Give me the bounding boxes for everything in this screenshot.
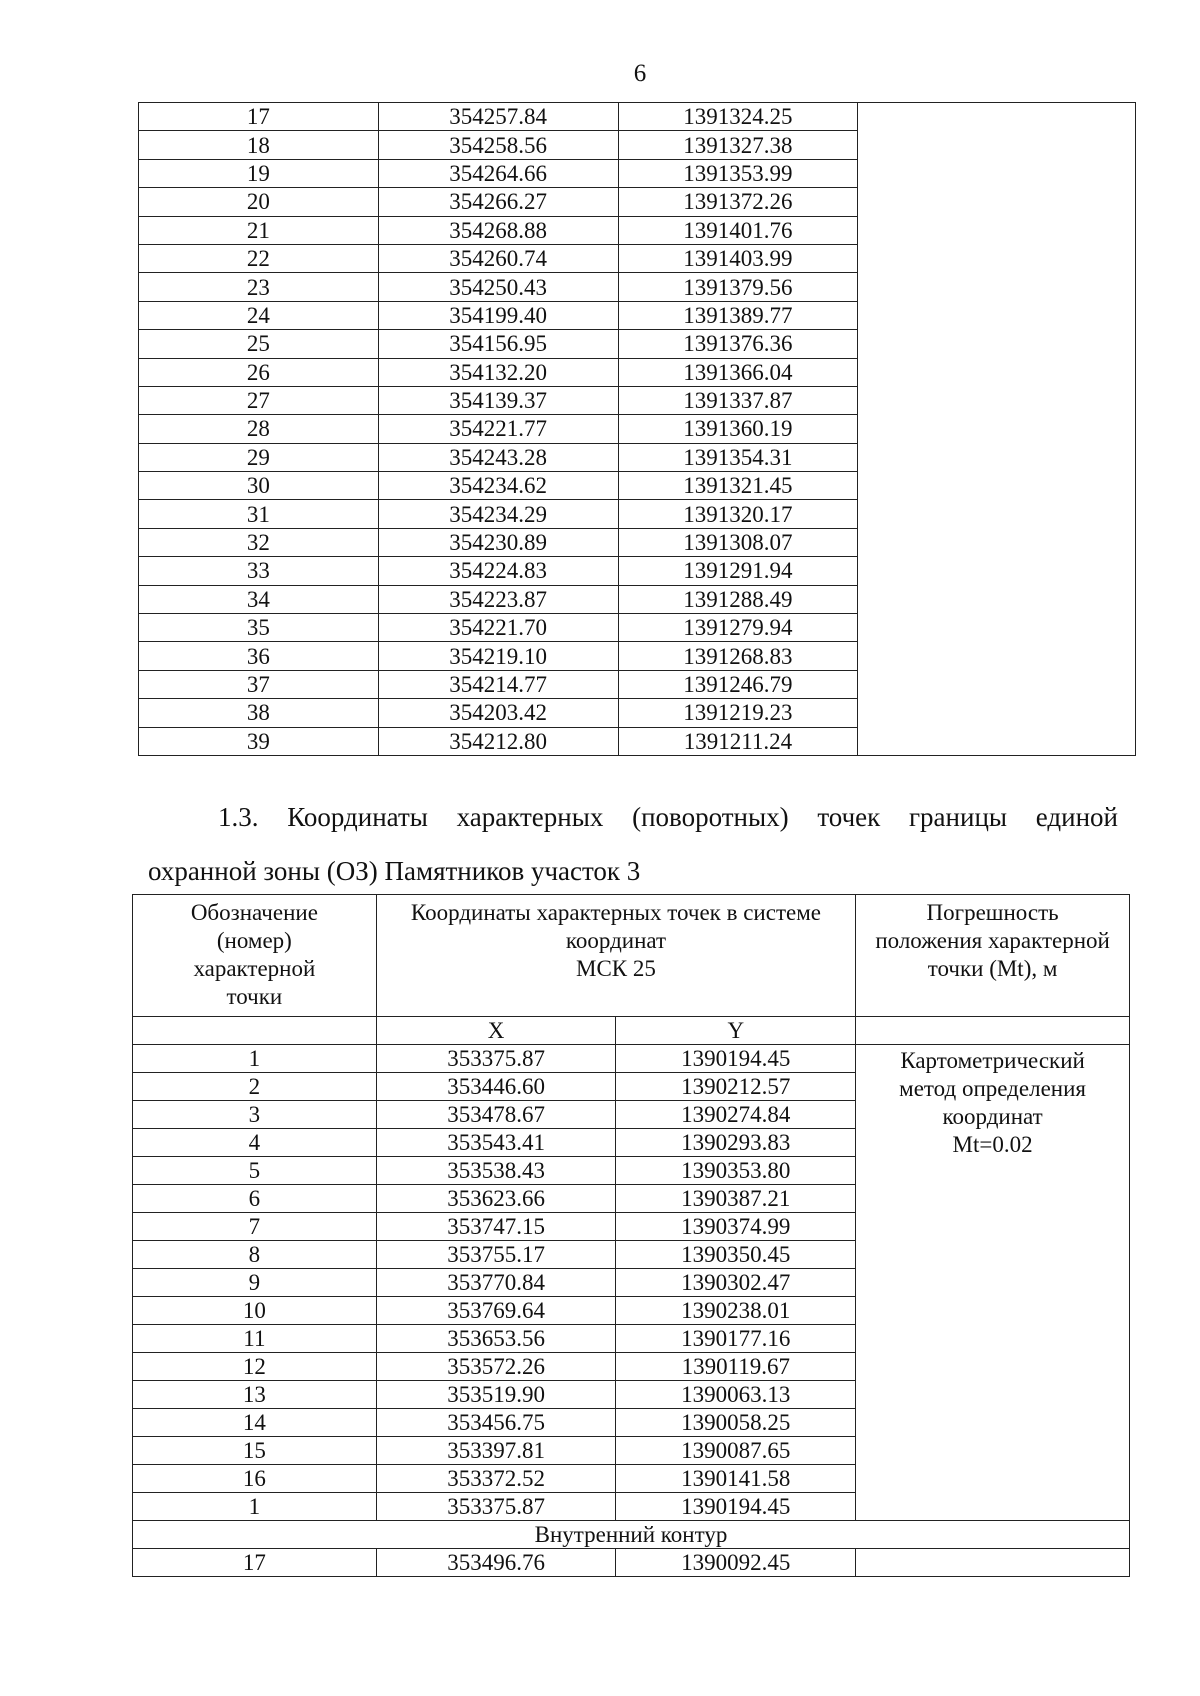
x-coordinate: 353496.76 — [376, 1549, 616, 1577]
header-line: Погрешность — [926, 900, 1059, 925]
page-number: 6 — [633, 60, 647, 87]
y-coordinate: 1390353.80 — [616, 1157, 856, 1185]
header-line: Обозначение — [190, 900, 318, 925]
header-coordinates — [376, 895, 855, 1017]
table-row — [133, 1549, 1130, 1577]
heading-word: (поворотных) — [632, 802, 789, 832]
x-coordinate: 354199.40 — [378, 301, 618, 329]
y-coordinate: 1391246.79 — [618, 670, 858, 698]
x-coordinate: 354223.87 — [378, 585, 618, 613]
point-number: 38 — [139, 699, 379, 727]
y-label: Y — [616, 1017, 856, 1045]
table-header-row — [133, 895, 1130, 1017]
x-coordinate: 354243.28 — [378, 443, 618, 471]
table-row — [133, 1045, 1130, 1073]
y-coordinate: 1390212.57 — [616, 1073, 856, 1101]
point-number: 23 — [139, 273, 379, 301]
section-heading — [148, 790, 1118, 898]
x-coordinate: 354156.95 — [378, 330, 618, 358]
point-number: 9 — [133, 1269, 377, 1297]
point-number: 13 — [133, 1381, 377, 1409]
y-coordinate: 1391308.07 — [618, 528, 858, 556]
x-coordinate: 354132.20 — [378, 358, 618, 386]
method-line: координат — [942, 1104, 1043, 1129]
heading-word: единой — [1035, 802, 1118, 832]
point-number: 20 — [139, 188, 379, 216]
x-coordinate: 353653.56 — [376, 1325, 616, 1353]
y-coordinate: 1390293.83 — [616, 1129, 856, 1157]
header-error — [856, 895, 1130, 1017]
x-coordinate: 353519.90 — [376, 1381, 616, 1409]
point-number: 33 — [139, 557, 379, 585]
x-coordinate: 354234.62 — [378, 472, 618, 500]
x-coordinate: 354214.77 — [378, 670, 618, 698]
x-coordinate: 354264.66 — [378, 159, 618, 187]
y-coordinate: 1391327.38 — [618, 131, 858, 159]
x-coordinate: 353755.17 — [376, 1241, 616, 1269]
coordinates-table-continued — [138, 102, 1136, 756]
point-number: 18 — [139, 131, 379, 159]
header-line: положения характерной — [875, 928, 1110, 953]
inner-contour-row — [133, 1521, 1130, 1549]
x-coordinate: 354230.89 — [378, 528, 618, 556]
y-coordinate: 1391354.31 — [618, 443, 858, 471]
y-coordinate: 1391353.99 — [618, 159, 858, 187]
x-coordinate: 353572.26 — [376, 1353, 616, 1381]
point-number: 12 — [133, 1353, 377, 1381]
point-number: 3 — [133, 1101, 377, 1129]
x-coordinate: 353456.75 — [376, 1409, 616, 1437]
point-number: 8 — [133, 1241, 377, 1269]
point-number: 21 — [139, 216, 379, 244]
x-coordinate: 353747.15 — [376, 1213, 616, 1241]
heading-word: характерных — [456, 802, 604, 832]
point-number: 28 — [139, 415, 379, 443]
y-coordinate: 1390238.01 — [616, 1297, 856, 1325]
x-coordinate: 354221.77 — [378, 415, 618, 443]
header-line: координат — [565, 928, 667, 953]
y-coordinate: 1391279.94 — [618, 614, 858, 642]
y-coordinate: 1390194.45 — [616, 1045, 856, 1073]
x-coordinate: 354221.70 — [378, 614, 618, 642]
y-coordinate: 1390302.47 — [616, 1269, 856, 1297]
axis-empty-cell — [133, 1017, 377, 1045]
method-line: Mt=0.02 — [952, 1132, 1033, 1157]
y-coordinate: 1391268.83 — [618, 642, 858, 670]
x-coordinate: 353543.41 — [376, 1129, 616, 1157]
heading-word: Координаты — [287, 802, 428, 832]
header-line: (номер) — [216, 928, 292, 953]
y-coordinate: 1390350.45 — [616, 1241, 856, 1269]
point-number: 30 — [139, 472, 379, 500]
x-coordinate: 354250.43 — [378, 273, 618, 301]
section-number: 1.3. — [218, 802, 259, 832]
axis-empty-cell — [856, 1017, 1130, 1045]
point-number: 25 — [139, 330, 379, 358]
point-number: 7 — [133, 1213, 377, 1241]
point-number: 15 — [133, 1437, 377, 1465]
x-coordinate: 353478.67 — [376, 1101, 616, 1129]
y-coordinate: 1390063.13 — [616, 1381, 856, 1409]
y-coordinate: 1391324.25 — [618, 103, 858, 131]
point-number: 31 — [139, 500, 379, 528]
header-line: точки — [226, 984, 283, 1009]
y-coordinate: 1390119.67 — [616, 1353, 856, 1381]
x-coordinate: 353375.87 — [376, 1045, 616, 1073]
x-coordinate: 354219.10 — [378, 642, 618, 670]
y-coordinate: 1391366.04 — [618, 358, 858, 386]
x-coordinate: 353769.64 — [376, 1297, 616, 1325]
point-number: 5 — [133, 1157, 377, 1185]
method-line: Картометрический — [900, 1048, 1085, 1073]
x-coordinate: 353538.43 — [376, 1157, 616, 1185]
method-cell — [856, 1045, 1130, 1521]
x-coordinate: 353397.81 — [376, 1437, 616, 1465]
y-coordinate: 1391379.56 — [618, 273, 858, 301]
y-coordinate: 1391337.87 — [618, 386, 858, 414]
y-coordinate: 1391288.49 — [618, 585, 858, 613]
x-coordinate: 353770.84 — [376, 1269, 616, 1297]
table-row — [139, 103, 1136, 131]
header-line: характерной — [193, 956, 316, 981]
y-coordinate: 1390058.25 — [616, 1409, 856, 1437]
point-number: 10 — [133, 1297, 377, 1325]
y-coordinate: 1391320.17 — [618, 500, 858, 528]
point-number: 19 — [139, 159, 379, 187]
x-coordinate: 353372.52 — [376, 1465, 616, 1493]
x-coordinate: 354257.84 — [378, 103, 618, 131]
x-coordinate: 353446.60 — [376, 1073, 616, 1101]
x-coordinate: 353623.66 — [376, 1185, 616, 1213]
x-coordinate: 354224.83 — [378, 557, 618, 585]
y-coordinate: 1390194.45 — [616, 1493, 856, 1521]
x-coordinate: 353375.87 — [376, 1493, 616, 1521]
x-coordinate: 354260.74 — [378, 244, 618, 272]
point-number: 36 — [139, 642, 379, 670]
point-number: 39 — [139, 727, 379, 755]
y-coordinate: 1391403.99 — [618, 244, 858, 272]
y-coordinate: 1391360.19 — [618, 415, 858, 443]
point-number: 34 — [139, 585, 379, 613]
point-number: 2 — [133, 1073, 377, 1101]
y-coordinate: 1391376.36 — [618, 330, 858, 358]
y-coordinate: 1391321.45 — [618, 472, 858, 500]
point-number: 1 — [133, 1045, 377, 1073]
point-number: 4 — [133, 1129, 377, 1157]
point-number: 11 — [133, 1325, 377, 1353]
point-number: 6 — [133, 1185, 377, 1213]
point-number: 1 — [133, 1493, 377, 1521]
x-label: X — [376, 1017, 616, 1045]
y-coordinate: 1390274.84 — [616, 1101, 856, 1129]
y-coordinate: 1391389.77 — [618, 301, 858, 329]
header-point-designation — [133, 895, 377, 1017]
y-coordinate: 1390374.99 — [616, 1213, 856, 1241]
x-coordinate: 354266.27 — [378, 188, 618, 216]
zone-coordinates-table — [132, 894, 1130, 1577]
y-coordinate: 1390177.16 — [616, 1325, 856, 1353]
inner-contour-label: Внутренний контур — [133, 1521, 1130, 1549]
point-number: 17 — [139, 103, 379, 131]
point-number: 26 — [139, 358, 379, 386]
x-coordinate: 354268.88 — [378, 216, 618, 244]
point-number: 14 — [133, 1409, 377, 1437]
header-line: МСК 25 — [576, 956, 656, 981]
method-line: метод определения — [899, 1076, 1086, 1101]
y-coordinate: 1390387.21 — [616, 1185, 856, 1213]
point-number: 16 — [133, 1465, 377, 1493]
y-coordinate: 1391211.24 — [618, 727, 858, 755]
heading-word: границы — [908, 802, 1008, 832]
y-coordinate: 1391372.26 — [618, 188, 858, 216]
point-number: 17 — [133, 1549, 377, 1577]
error-cell — [856, 1549, 1130, 1577]
x-coordinate: 354258.56 — [378, 131, 618, 159]
point-number: 24 — [139, 301, 379, 329]
section-heading-line2: охранной зоны (ОЗ) Памятников участок 3 — [148, 856, 641, 886]
heading-word: точек — [817, 802, 881, 832]
error-cell-merged — [858, 103, 1136, 756]
y-coordinate: 1390141.58 — [616, 1465, 856, 1493]
point-number: 37 — [139, 670, 379, 698]
point-number: 35 — [139, 614, 379, 642]
x-coordinate: 354234.29 — [378, 500, 618, 528]
header-line: Координаты характерных точек в системе — [410, 900, 821, 925]
y-coordinate: 1391291.94 — [618, 557, 858, 585]
section-heading-line1 — [148, 790, 1118, 844]
header-line: точки (Mt), м — [927, 956, 1058, 981]
x-coordinate: 354212.80 — [378, 727, 618, 755]
y-coordinate: 1390087.65 — [616, 1437, 856, 1465]
point-number: 32 — [139, 528, 379, 556]
y-coordinate: 1390092.45 — [616, 1549, 856, 1577]
y-coordinate: 1391401.76 — [618, 216, 858, 244]
y-coordinate: 1391219.23 — [618, 699, 858, 727]
x-coordinate: 354203.42 — [378, 699, 618, 727]
x-coordinate: 354139.37 — [378, 386, 618, 414]
point-number: 22 — [139, 244, 379, 272]
point-number: 27 — [139, 386, 379, 414]
axis-label-row — [133, 1017, 1130, 1045]
point-number: 29 — [139, 443, 379, 471]
